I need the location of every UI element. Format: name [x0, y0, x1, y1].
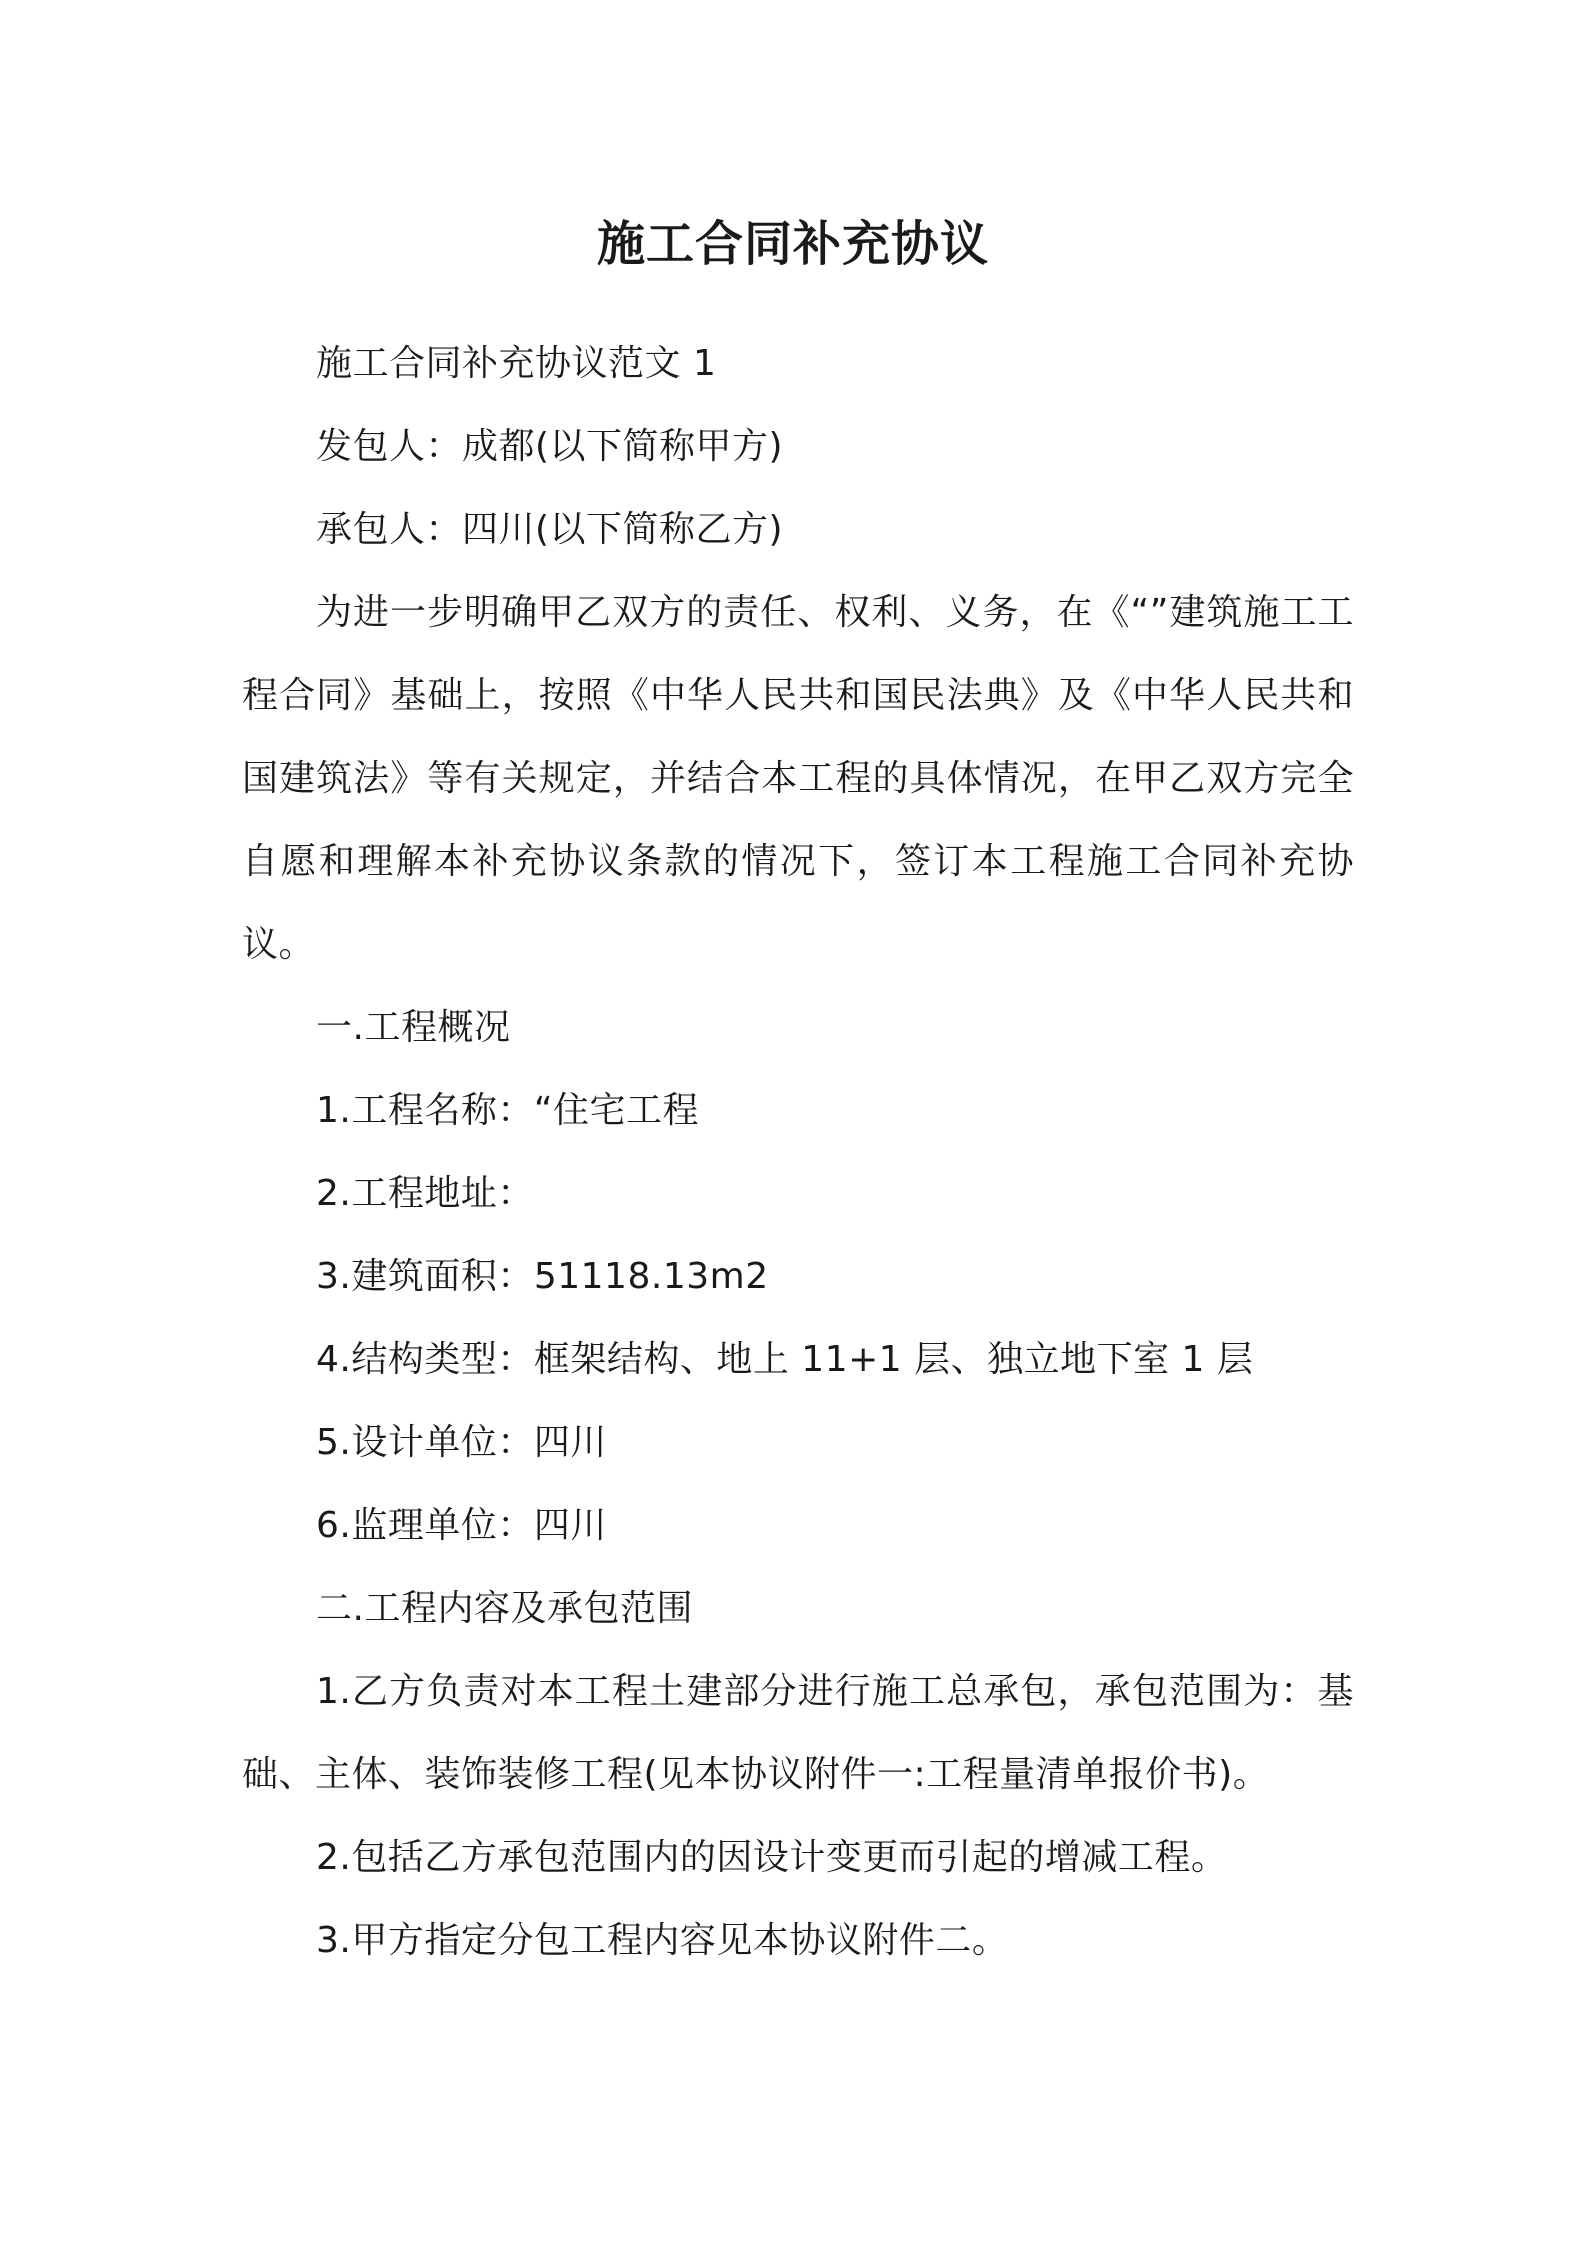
supervision-unit-line: 6.监理单位：四川 [316, 1505, 607, 1546]
subtitle-paragraph: 施工合同补充协议范文 1 [316, 343, 717, 384]
building-area-line: 3.建筑面积：51118.13m2 [316, 1256, 769, 1297]
scope-item-2: 2.包括乙方承包范围内的因设计变更而引起的增减工程。 [316, 1837, 1228, 1878]
contractor-line: 承包人：四川(以下简称乙方) [316, 509, 784, 550]
project-name-line: 1.工程名称：“住宅工程 [316, 1090, 699, 1131]
structure-type-line: 4.结构类型：框架结构、地上 11+1 层、独立地下室 1 层 [316, 1339, 1254, 1380]
section-heading-overview: 一.工程概况 [316, 1007, 511, 1048]
document-body [242, 322, 1354, 1982]
employer-line: 发包人：成都(以下简称甲方) [316, 426, 784, 467]
design-unit-line: 5.设计单位：四川 [316, 1422, 607, 1463]
scope-item-3: 3.甲方指定分包工程内容见本协议附件二。 [316, 1920, 1009, 1961]
preamble-paragraph: 为进一步明确甲乙双方的责任、权利、义务，在《“”建筑施工工程合同》基础上，按照《中华人民共和国民法典》及《中华人民共和国建筑法》等有关规定，并结合本工程的具体情况，在甲乙双方完全自愿和理解本补充协议条款的情况下，签订本工程施工合同补充协议。 [242, 592, 1354, 965]
scope-item-1: 1.乙方负责对本工程土建部分进行施工总承包，承包范围为：基础、主体、装饰装修工程(见本协议附件一:工程量清单报价书)。 [242, 1671, 1354, 1795]
project-address-line: 2.工程地址： [316, 1173, 534, 1214]
section-heading-scope: 二.工程内容及承包范围 [316, 1588, 693, 1629]
document-title: 施工合同补充协议 [596, 216, 989, 272]
